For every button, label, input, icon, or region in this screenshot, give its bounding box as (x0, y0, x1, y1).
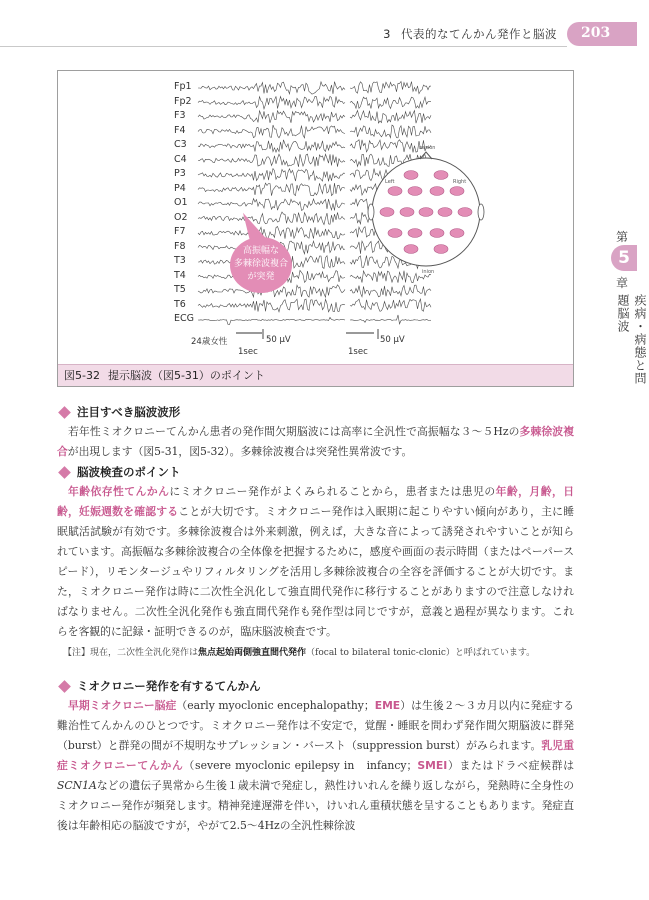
text-run: ）は生後２～３カ月以内に発症する難治性てんかんのひとつです。ミオクロニー発作は不安定で，覚醒・睡眠を問わず発作間欠期脳波に群発（burst）と群発の間が不規明なサプレッション・バースト（suppression burst）がみられます。 (57, 699, 574, 752)
electrode-marker (388, 187, 402, 196)
channel-label: ECG (174, 313, 194, 324)
eeg-trace (350, 125, 431, 138)
channel-label: T5 (174, 284, 186, 295)
channel-label: F8 (174, 240, 186, 252)
figure-number: 図5-32 (64, 369, 100, 382)
eeg-trace (198, 125, 345, 138)
eeg-trace (350, 111, 431, 124)
channel-label: P3 (174, 168, 186, 179)
section-heading-waveform (57, 402, 574, 422)
text-run: などの遺伝子異常から生後１歳未満で発症し，熱性けいれんを繰り返しながら，発熱時に全身性のミオクロニー発作が頻発します。精神発達遅滞を伴い，けいれん重積状態を呈することもあります。発症直後は年齢相応の脳波ですが，やがて2.5～4Hzの全汎性棘徐波 (57, 779, 574, 832)
section-heading-text: 注目すべき脳波波形 (77, 405, 181, 419)
eeg-trace (198, 183, 345, 196)
footnote (57, 644, 574, 662)
channel-label: O2 (174, 211, 188, 223)
highlight-term: SMEI (417, 759, 448, 772)
eeg-trace (350, 315, 431, 324)
figure-caption-text: 提示脳波（図5-31）のポイント (107, 369, 265, 382)
paragraph-exam (57, 482, 574, 642)
section-title: 代表的なてんかん発作と脳波 (401, 27, 557, 41)
electrode-marker (430, 229, 444, 238)
electrode-marker (458, 208, 472, 217)
section-heading-myoclonic (57, 676, 574, 696)
channel-label: C4 (174, 153, 187, 165)
diamond-bullet-icon (58, 466, 71, 479)
channel-label: Fp2 (174, 95, 192, 107)
text-run: （severe myoclonic epilepsy in infancy； (183, 759, 418, 772)
figure-caption (58, 364, 573, 386)
chapter-label-bottom: 章 (616, 276, 629, 290)
electrode-marker (404, 171, 418, 180)
channel-label: F7 (174, 226, 186, 237)
time-scale-right: 1sec (348, 347, 368, 357)
electrode-marker (388, 229, 402, 238)
text-run: ）またはドラベ症候群は (447, 759, 574, 772)
running-header-title (383, 26, 557, 42)
electrode-marker (434, 245, 448, 254)
channel-label: T6 (174, 298, 186, 310)
channel-label: F4 (174, 124, 186, 136)
channel-label: O1 (174, 197, 188, 208)
section-heading-exam (57, 462, 574, 482)
eeg-trace (350, 299, 431, 311)
electrode-marker (438, 208, 452, 217)
annotation-line-1: 高振幅な (242, 246, 279, 256)
head-diagram (365, 151, 487, 273)
note-text: 【注】現在，二次性全汎化発作は (63, 648, 199, 658)
main-content (57, 402, 574, 836)
chapter-tab (607, 228, 647, 388)
highlight-term: 年齢依存性てんかん (68, 485, 170, 498)
annotation-line-3: が突発 (247, 272, 275, 282)
section-heading-text: ミオクロニー発作を有するてんかん (77, 679, 261, 693)
left-label: Left (385, 179, 395, 185)
electrode-head-map (365, 145, 487, 275)
eeg-trace (198, 111, 345, 123)
diamond-bullet-icon (58, 406, 71, 419)
annotation-bubble (230, 237, 292, 293)
eeg-trace (198, 140, 345, 152)
eeg-trace (350, 285, 431, 297)
highlight-term: 多棘徐波複合 (57, 425, 574, 458)
section-heading-text: 脳波検査のポイント (77, 465, 181, 479)
electrode-marker (404, 245, 418, 254)
eeg-trace (198, 82, 345, 95)
eeg-figure (57, 70, 574, 387)
text-run: にミオクロニー発作がよくみられることから，患者または患児の (169, 485, 496, 498)
electrode-marker (400, 208, 414, 217)
annotation-line-2: 多棘徐波複合 (233, 259, 288, 269)
channel-label: C3 (174, 139, 187, 150)
channel-label: Fp1 (174, 81, 192, 92)
electrode-marker (408, 187, 422, 196)
highlight-term: EME (374, 699, 401, 712)
text-run: （early myoclonic encephalopathy； (176, 699, 375, 712)
time-scale-left: 1sec (238, 347, 258, 357)
diamond-bullet-icon (58, 680, 71, 693)
electrode-marker (450, 187, 464, 196)
text-run: が出現します（図5-31，図5-32）。多棘徐波複合は突発性異常波です。 (67, 445, 413, 458)
electrode-marker (419, 208, 433, 217)
nasion-label: nasion (419, 145, 436, 151)
chapter-number: 5 (611, 245, 637, 271)
page-number-tab (567, 22, 637, 46)
electrode-marker (450, 229, 464, 238)
running-header (0, 0, 637, 46)
gene-name: SCN1A (57, 779, 97, 792)
electrode-marker (380, 208, 394, 217)
eeg-trace (350, 82, 431, 94)
right-label: Right (453, 179, 467, 185)
highlight-term: 乳児重症ミオクロニーてんかん (57, 739, 574, 772)
note-text: （focal to bilateral tonic-clonic）と呼ばれています。 (306, 648, 536, 658)
highlight-term: 早期ミオクロニー脳症 (68, 699, 177, 712)
section-number: 3 (383, 27, 391, 41)
amplitude-scale-left: 50 μV (266, 335, 291, 345)
note-bold-term: 焦点起始両側強直間代発作 (198, 648, 307, 658)
text-run: 若年性ミオクロニーてんかん患者の発作間欠期脳波には高率に全汎性で高振幅な３～５Hzの (68, 425, 520, 438)
electrode-marker (430, 187, 444, 196)
eeg-trace (198, 317, 345, 324)
inion-label: inion (422, 269, 435, 275)
channel-label: F3 (174, 110, 186, 121)
eeg-trace (198, 299, 345, 312)
eeg-trace (198, 199, 345, 211)
eeg-traces (58, 71, 573, 365)
channel-label: P4 (174, 182, 186, 194)
text-run: ことが大切です。ミオクロニー発作は入眠期に起こりやすい傾向があり，主に睡眠賦活試験が有効です。多棘徐波複合は外来刺激，例えば，大きな音によって誘発されやすいことが知られています。高振幅な多棘徐波複合の全体像を把握するために，感度や画面の表示時間（またはペーパースピード），リモンタージュやリフィルタリングを活用し多棘徐波複合の全容を評価することが大切です。また，ミオクロニー発作は時に二次性全汎化して強直間代発作に移行することがありますので注意しなければなりません。二次性全汎化発作も強直間代発作も発作型は同じですが，意義と過程が異なります。これらを客観的に記録・証明できるのが，臨床脳波検査です。 (57, 505, 575, 638)
eeg-trace (198, 154, 345, 167)
paragraph-myoclonic (57, 696, 574, 836)
eeg-plot-area (58, 71, 573, 365)
amplitude-scale-right: 50 μV (380, 335, 405, 345)
electrode-marker (408, 229, 422, 238)
chapter-title: 疾病・病態と問題脳波 (616, 294, 647, 385)
paragraph-waveform (57, 422, 574, 462)
highlight-term: 年齢，月齢，日齢，妊娠週数を確認する (57, 485, 575, 518)
eeg-trace (198, 96, 345, 109)
patient-label: 24歳女性 (191, 337, 228, 347)
page-number: 203 (581, 25, 611, 41)
channel-label: T4 (174, 269, 186, 281)
spacer (57, 662, 574, 676)
electrode-marker (434, 171, 448, 180)
chapter-label-top: 第 (616, 230, 629, 244)
eeg-trace (198, 227, 345, 240)
header-divider (0, 46, 567, 47)
eeg-trace (198, 169, 345, 182)
eeg-trace (350, 97, 431, 108)
eeg-trace (198, 212, 345, 225)
channel-label: T3 (174, 255, 186, 266)
